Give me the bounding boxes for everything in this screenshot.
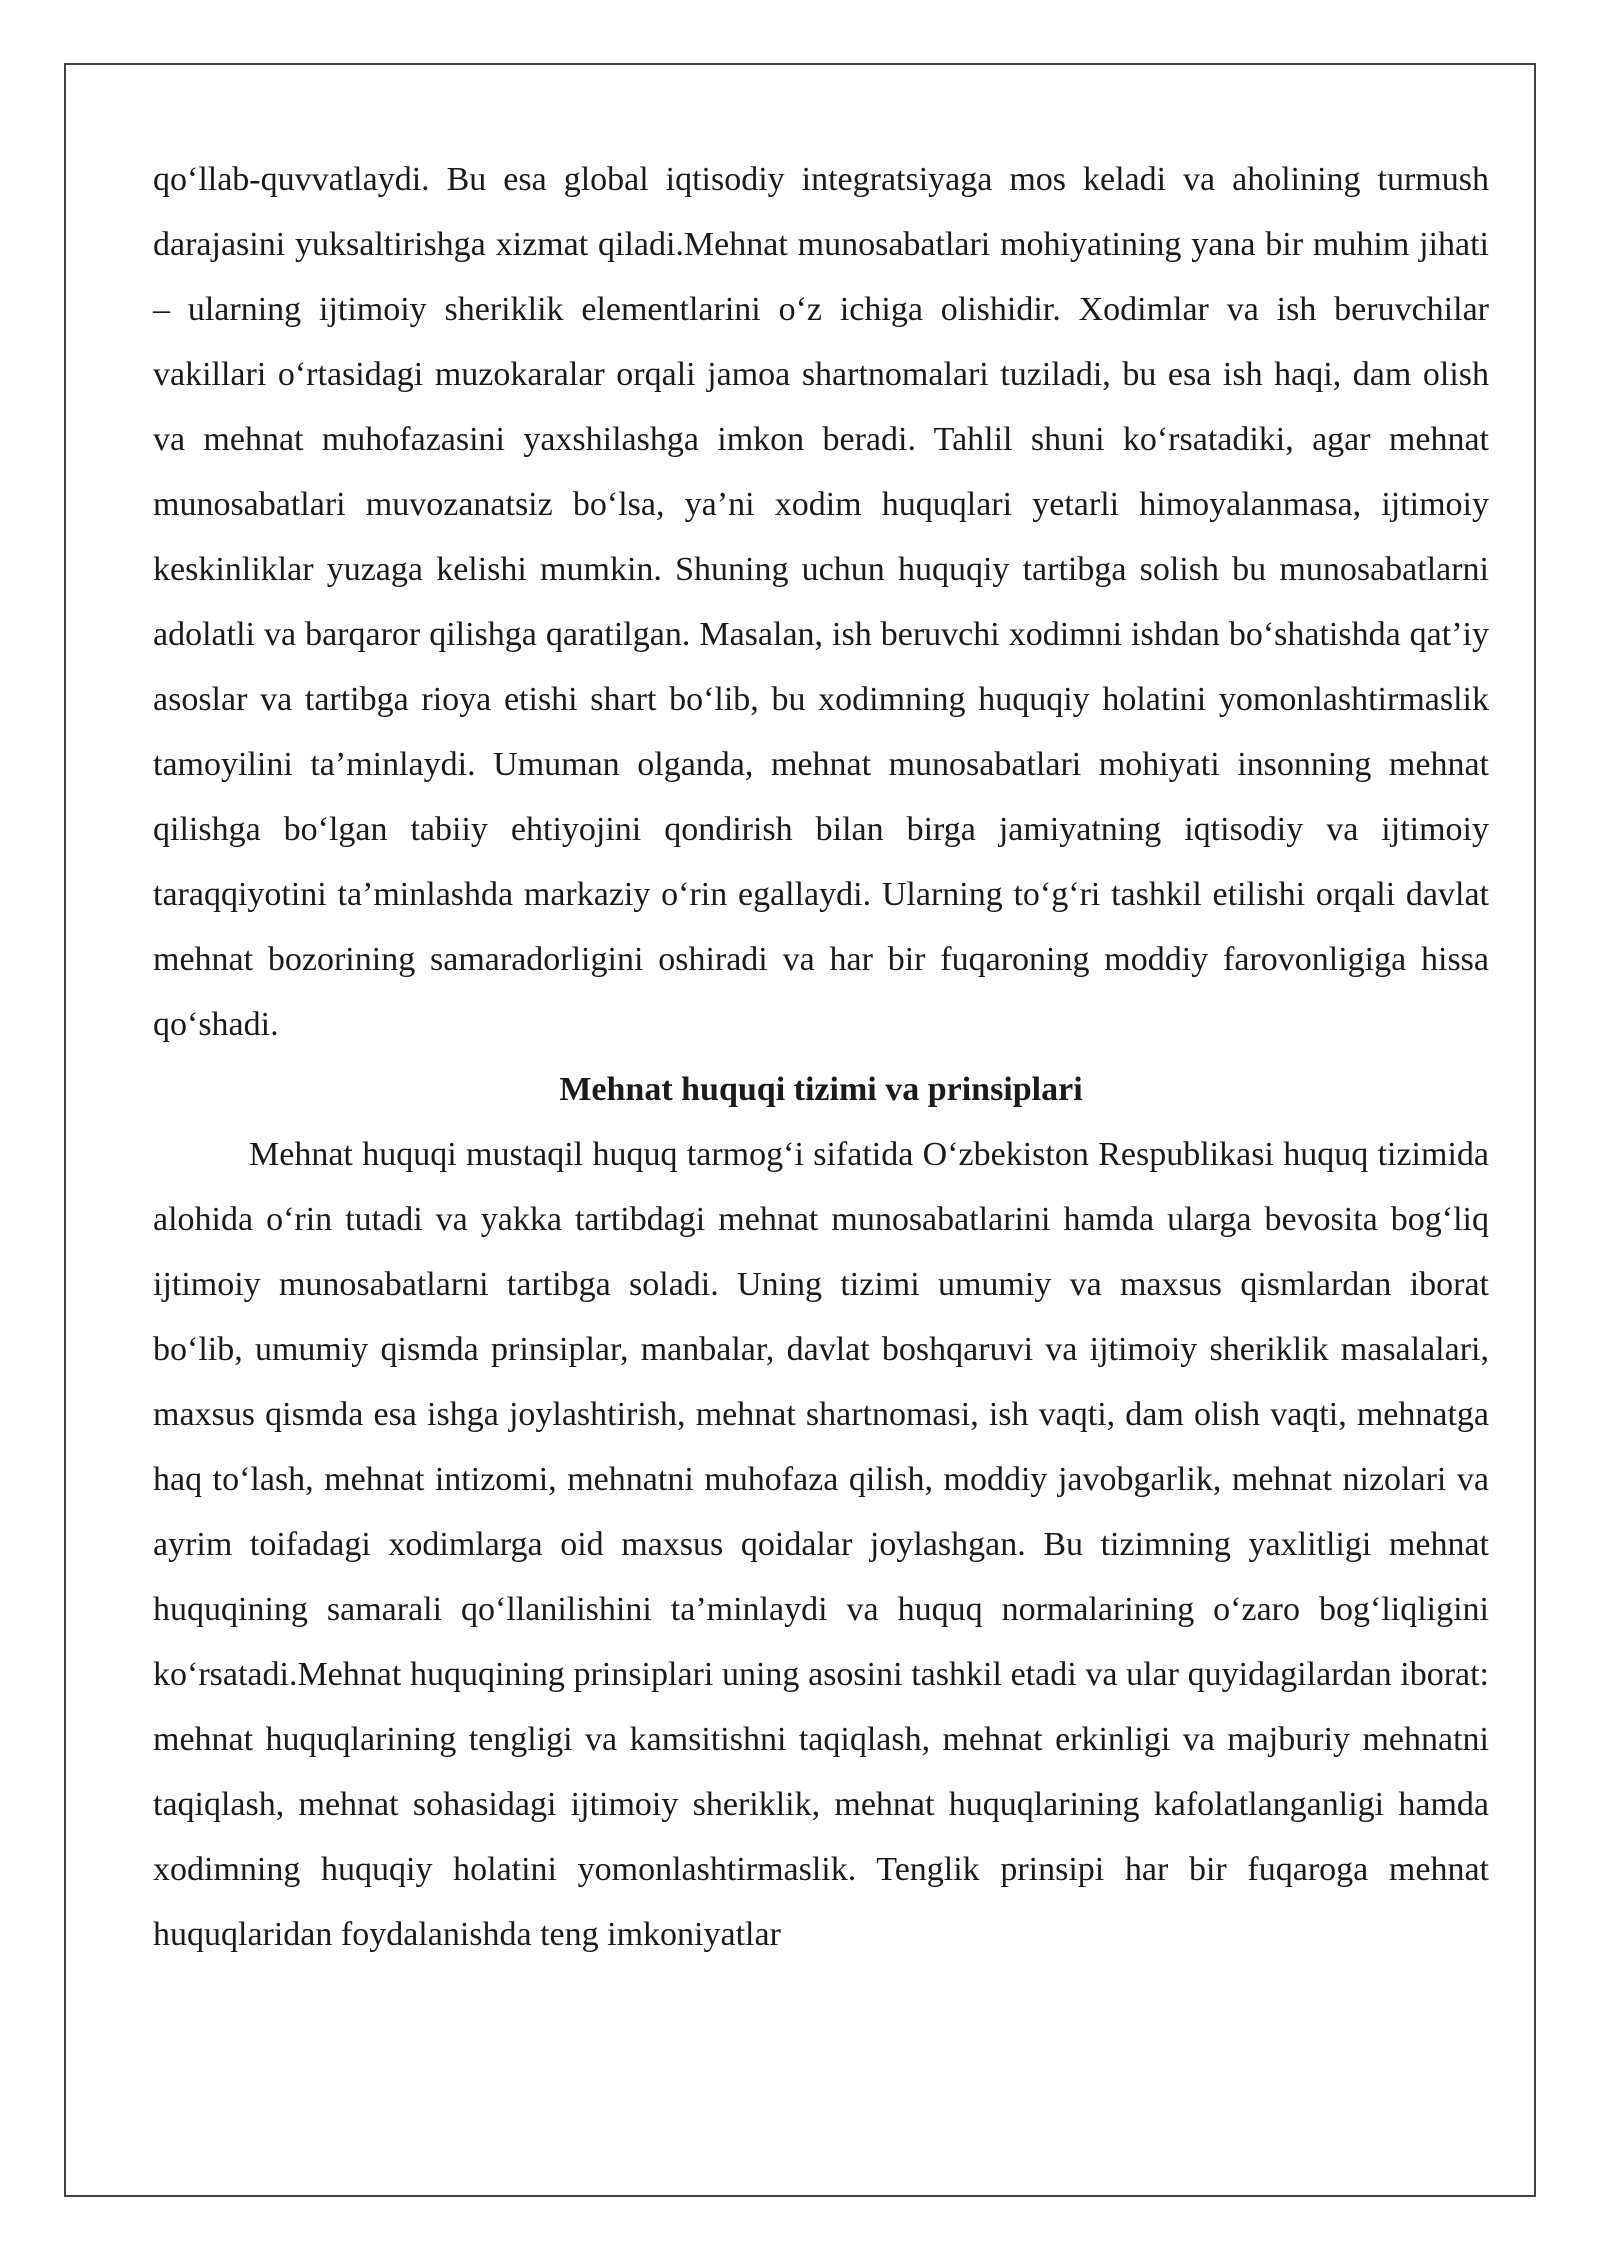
paragraph-continuation: qo‘llab-quvvatlaydi. Bu esa global iqtisodiy integratsiyaga mos keladi va aholining turmush darajasini yuksaltirishga xizmat qiladi.Mehnat munosabatlari mohiyatining yana bir muhim jihati – ularning ijtimoiy sheriklik elementlarini o‘z ichiga olishidir. Xodimlar va ish beruvchilar vakillari o‘rtasidagi muzokaralar orqali jamoa shartnomalari tuziladi, bu esa ish haqi, dam olish va mehnat muhofazasini yaxshilashga imkon beradi. Tahlil shuni ko‘rsatadiki, agar mehnat munosabatlari muvozanatsiz bo‘lsa, ya’ni xodim huquqlari yetarli himoyalanmasa, ijtimoiy keskinliklar yuzaga kelishi mumkin. Shuning uchun huquqiy tartibga solish bu munosabatlarni adolatli va barqaror qilishga qaratilgan. Masalan, ish beruvchi xodimni ishdan bo‘shatishda qat’iy asoslar va tartibga rioya etishi shart bo‘lib, bu xodimning huquqiy holatini yomonlashtirmaslik tamoyilini ta’minlaydi. Umuman olganda, mehnat munosabatlari mohiyati insonning mehnat qilishga bo‘lgan tabiiy ehtiyojini qondirish bilan birga jamiyatning iqtisodiy va ijtimoiy taraqqiyotini ta’minlashda markaziy o‘rin egallaydi. Ularning to‘g‘ri tashkil etilishi orqali davlat mehnat bozorining samaradorligini oshiradi va har bir fuqaroning moddiy farovonligiga hissa qo‘shadi. xyxy=(153,161,1489,1043)
section-paragraph: Mehnat huquqi mustaqil huquq tarmog‘i sifatida O‘zbekiston Respublikasi huquq tizimida alohida o‘rin tutadi va yakka tartibdagi mehnat munosabatlarini hamda ularga bevosita bog‘liq ijtimoiy munosabatlarni tartibga soladi. Uning tizimi umumiy va maxsus qismlardan iborat bo‘lib, umumiy qismda prinsiplar, manbalar, davlat boshqaruvi va ijtimoiy sheriklik masalalari, maxsus qismda esa ishga joylashtirish, mehnat shartnomasi, ish vaqti, dam olish vaqti, mehnatga haq to‘lash, mehnat intizomi, mehnatni muhofaza qilish, moddiy javobgarlik, mehnat nizolari va ayrim toifadagi xodimlarga oid maxsus qoidalar joylashgan. Bu tizimning yaxlitligi mehnat huquqining samarali qo‘llanilishini ta’minlaydi va huquq normalarining o‘zaro bog‘liqligini ko‘rsatadi.Mehnat huquqining prinsiplari uning asosini tashkil etadi va ular quyidagilardan iborat: mehnat huquqlarining tengligi va kamsitishni taqiqlash, mehnat erkinligi va majburiy mehnatni taqiqlash, mehnat sohasidagi ijtimoiy sheriklik, mehnat huquqlarining kafolatlanganligi hamda xodimning huquqiy holatini yomonlashtirmaslik. Tenglik prinsipi har bir fuqaroga mehnat huquqlaridan foydalanishda teng imkoniyatlar xyxy=(153,1136,1489,1953)
document-body xyxy=(153,147,1489,1967)
section-heading: Mehnat huquqi tizimi va prinsiplari xyxy=(559,1071,1083,1108)
